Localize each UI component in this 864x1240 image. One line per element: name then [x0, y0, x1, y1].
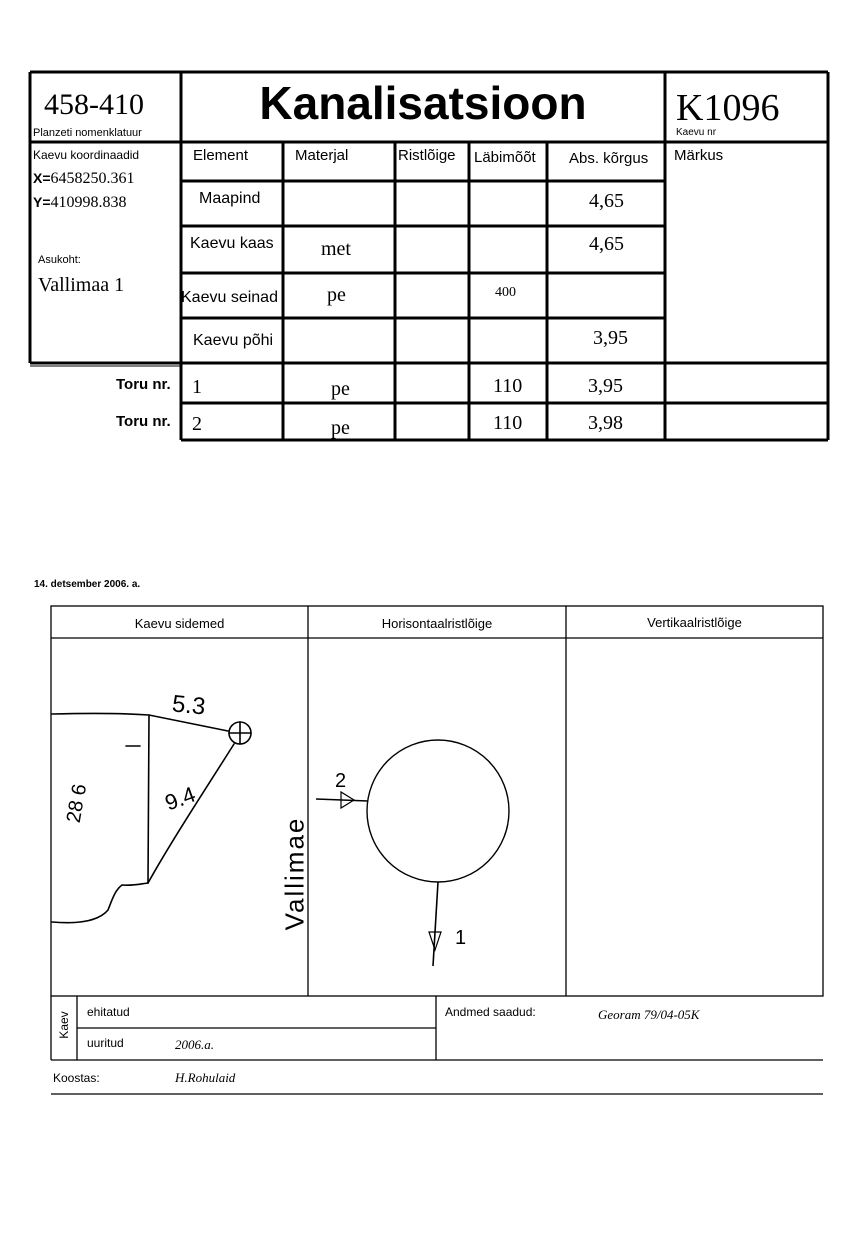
row-diameter: 400 — [495, 285, 516, 300]
row-element: Maapind — [199, 190, 261, 207]
header-height: Abs. kõrgus — [569, 150, 649, 167]
pipe-2-label: 2 — [335, 770, 347, 792]
well-number: K1096 — [676, 87, 780, 129]
manhole-circle — [367, 740, 509, 882]
data-source-label: Andmed saadud: — [445, 1005, 536, 1019]
panel-title-vertical: Vertikaalristlõige — [647, 615, 742, 630]
document-date: 14. detsember 2006. a. — [34, 579, 141, 590]
location-value: Vallimaa 1 — [38, 274, 125, 296]
header-section: Ristlõige — [398, 147, 456, 164]
header-remarks: Märkus — [674, 147, 724, 164]
side-label: Kaev — [57, 1011, 71, 1039]
pipe-material: pe — [331, 378, 350, 400]
y-label: Y= — [33, 194, 51, 210]
row-height: 4,65 — [589, 233, 624, 255]
row-element: Kaevu seinad — [181, 289, 278, 306]
pipe-diameter: 110 — [493, 412, 523, 434]
document-title: Kanalisatsioon — [259, 77, 587, 129]
row-material: pe — [327, 284, 346, 306]
surveyed-label: uuritud — [87, 1036, 124, 1050]
pipe-label: Toru nr. — [116, 376, 171, 393]
pipe-1-label: 1 — [455, 927, 467, 949]
x-coordinate — [33, 170, 135, 188]
header-material: Materjal — [295, 147, 349, 164]
x-value: 6458250.361 — [50, 170, 135, 187]
row-element: Kaevu põhi — [193, 332, 274, 349]
header-diameter: Läbimõõt — [474, 149, 536, 166]
row-element: Kaevu kaas — [190, 235, 274, 252]
panel-title-ties: Kaevu sidemed — [134, 616, 225, 631]
y-value: 410998.838 — [50, 194, 127, 211]
coordinates-label: Kaevu koordinaadid — [33, 148, 140, 162]
header-element: Element — [193, 147, 249, 164]
compiled-label: Koostas: — [53, 1071, 100, 1085]
street-label: Vallimae — [279, 816, 310, 931]
measure-label: 9.4 — [161, 781, 199, 816]
y-coordinate — [33, 194, 127, 212]
location-label: Asukoht: — [38, 254, 81, 266]
pipe-diameter: 110 — [493, 375, 523, 397]
compiled-value: H.Rohulaid — [175, 1070, 236, 1085]
sheet-number: 458-410 — [44, 88, 144, 121]
well-number-label: Kaevu nr — [676, 127, 717, 138]
sheet-number-label: Planzeti nomenklatuur — [33, 127, 142, 139]
measure-label: 5.3 — [170, 690, 207, 721]
row-material: met — [321, 238, 351, 260]
pipe-number: 2 — [192, 413, 202, 435]
pipe-height: 3,95 — [588, 375, 623, 397]
pipe-height: 3,98 — [588, 412, 623, 434]
data-source-value: Georam 79/04-05K — [598, 1007, 700, 1022]
row-height: 3,95 — [593, 327, 628, 349]
building-label: 28 6 — [62, 782, 92, 825]
panel-title-horizontal: Horisontaalristlõige — [381, 616, 493, 631]
surveyed-value: 2006.a. — [175, 1037, 214, 1052]
x-label: X= — [33, 170, 51, 186]
pipe-number: 1 — [192, 376, 202, 398]
pipe-material: pe — [331, 417, 350, 439]
pipe-label: Toru nr. — [116, 413, 171, 430]
row-height: 4,65 — [589, 190, 624, 212]
built-label: ehitatud — [87, 1005, 130, 1019]
